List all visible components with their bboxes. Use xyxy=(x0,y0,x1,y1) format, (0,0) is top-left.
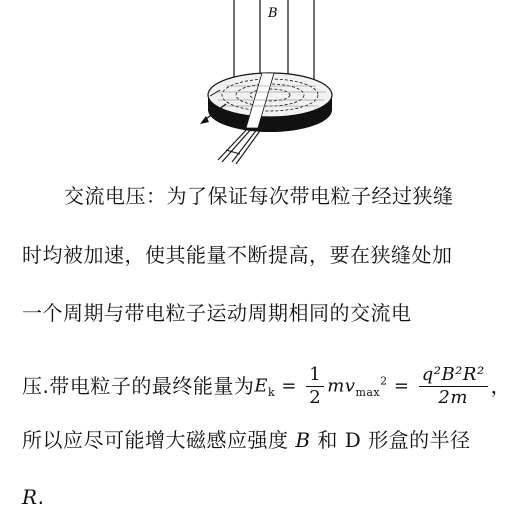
var-b: B xyxy=(295,428,311,452)
var-r: R xyxy=(22,485,38,509)
d-shaped-boxes xyxy=(200,73,332,132)
half-fraction: $\frac{1}{2}$ xyxy=(306,364,324,409)
paragraph-line-6: R. xyxy=(22,485,45,509)
energy-formula: $E_k$ = $\frac{1}{2}$ $mv_{max}^2$ = $\frac{\text{q²B²R²}}{2m}$ xyxy=(254,364,490,409)
line4-suffix: ， xyxy=(490,374,512,398)
paragraph-line-1: 交流电压：为了保证每次带电粒子经过狭缝 xyxy=(64,184,454,208)
paragraph-line-5: 所以应尽可能增大磁感应强度 B 和 D 形盒的半径 xyxy=(22,428,471,452)
field-label-b: B xyxy=(268,6,278,21)
cyclotron-figure xyxy=(196,0,346,166)
rhs-fraction: $\frac{\text{q²B²R²}}{2m}$ xyxy=(419,364,488,409)
paragraph-line-2: 时均被加速，使其能量不断提高，要在狭缝处加 xyxy=(22,243,453,267)
paragraph-line-4 xyxy=(22,356,512,416)
line4-prefix: 压.带电粒子的最终能量为 xyxy=(22,374,255,398)
ac-electrode-wires xyxy=(218,128,262,164)
paragraph-line-3: 一个周期与带电粒子运动周期相同的交流电 xyxy=(22,301,412,325)
letter-d: D xyxy=(344,428,362,452)
